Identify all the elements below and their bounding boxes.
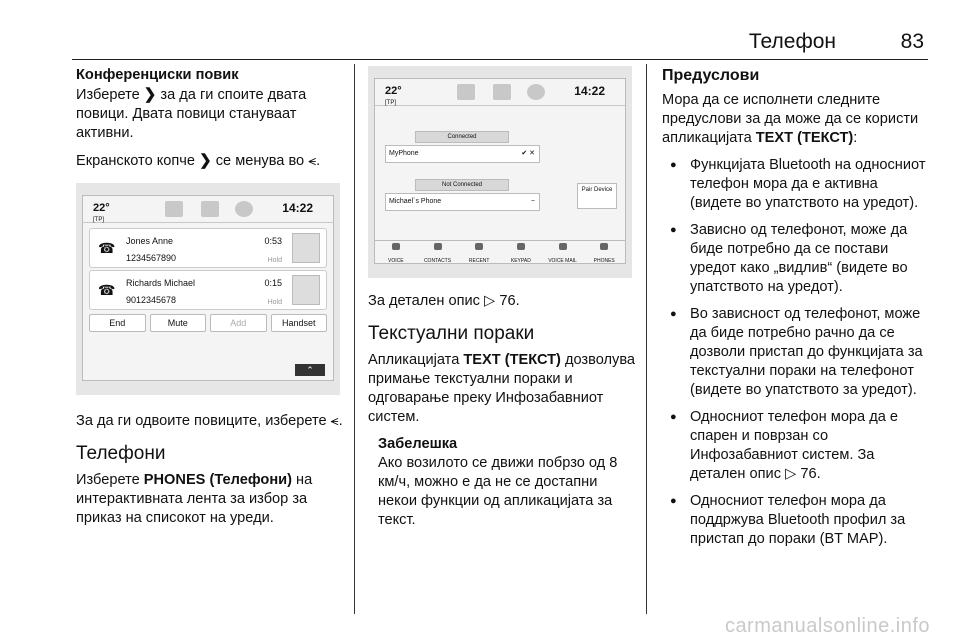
call-duration: 0:15: [264, 278, 282, 288]
infotainment-screen: [374, 78, 626, 264]
nav-contacts[interactable]: CONTACTS: [417, 241, 459, 263]
infotainment-screen: [82, 195, 334, 381]
list-item: ● Во зависност од телефонот, може да биде потребно рачно да се дозволи пристап до функцијата за текстуални пораки на телефонот (видете во упатството за уредот).: [662, 305, 930, 400]
app-icon: [527, 84, 545, 100]
note-box: [368, 435, 638, 530]
temperature: 22°: [93, 202, 110, 214]
screenshot-device-list: [368, 66, 632, 278]
page-number: 83: [900, 30, 924, 53]
nav-recent[interactable]: RECENT: [458, 241, 500, 263]
connected-header: Connected: [415, 131, 509, 143]
status-bar: [83, 196, 333, 223]
tp-indicator: [TP]: [385, 100, 397, 106]
section-heading: Конференциски повик: [76, 67, 239, 83]
nav-keypad[interactable]: KEYPAD: [500, 241, 542, 263]
page-title: Телефон: [748, 30, 836, 53]
nav-phones[interactable]: PHONES: [583, 241, 625, 263]
column-2: [368, 66, 638, 530]
add-button[interactable]: Add: [210, 314, 267, 332]
device-item[interactable]: Michael`s Phone −: [385, 193, 540, 211]
column-divider: [354, 64, 355, 614]
phone-icon: [201, 201, 219, 217]
paragraph: За да ги одвоите повиците, изберете ⪪.: [76, 412, 343, 429]
paragraph: Изберете PHONES (Телефони) на интерактивната лента за избор за приказ на списокот на уреди.: [76, 472, 313, 526]
reference-icon: ▷: [484, 293, 496, 309]
section-heading: Текстуални пораки: [368, 323, 535, 344]
phone-handset-icon: ☎: [98, 240, 116, 256]
hold-label: Hold: [267, 299, 282, 306]
pair-device-button[interactable]: Pair Device: [577, 183, 617, 209]
handset-button[interactable]: Handset: [271, 314, 328, 332]
list-item: ● Функцијата Bluetooth на односниот телефон мора да е активна (видете во упатството на уредот).: [662, 156, 930, 213]
temperature: 22°: [385, 85, 402, 97]
nav-voice[interactable]: VOICE: [375, 241, 417, 263]
app-icon: [235, 201, 253, 217]
end-button[interactable]: End: [89, 314, 146, 332]
phone-handset-icon: ☎: [98, 282, 116, 298]
phone-icon: [493, 84, 511, 100]
music-icon: [165, 201, 183, 217]
chevron-up-icon[interactable]: ⌃: [295, 364, 325, 376]
not-connected-header: Not Connected: [415, 179, 509, 191]
section-heading: Телефони: [76, 443, 166, 464]
paragraph: Мора да се исполнети следните предуслови за да може да се користи апликацијата TEXT (ТЕКСТ):: [662, 92, 919, 146]
caller-name: Richards Michael: [126, 278, 196, 288]
caller-name: Jones Anne: [126, 236, 174, 246]
device-item[interactable]: MyPhone ✔ ✕: [385, 145, 540, 163]
checkmark-icon: ✔ ✕: [521, 150, 535, 157]
tp-indicator: [TP]: [93, 217, 105, 223]
paragraph: Изберете ❯ за да ги споите двата повици. Двата повици стануваат активни.: [76, 86, 307, 141]
music-icon: [457, 84, 475, 100]
caller-number: 1234567890: [126, 253, 177, 263]
clock: 14:22: [574, 84, 605, 98]
watermark: carmanualsonline.info: [724, 615, 930, 637]
list-item: ● Односниот телефон мора да е спарен и поврзан со Инфозабавниот систем. За детален опис ▷ 76.: [662, 408, 930, 484]
avatar: [292, 275, 320, 305]
list-item: ● Зависно од телефонот, може да биде потребно да се постави уредот како „видлив“ (видете во упатството на уредот).: [662, 221, 930, 297]
caller-number: 9012345678: [126, 295, 177, 305]
note-title: Забелешка: [378, 436, 458, 452]
clock: 14:22: [282, 201, 313, 215]
page-header: [72, 26, 928, 60]
call-entry[interactable]: [89, 228, 327, 268]
status-bar: [375, 79, 625, 106]
screenshot-conference-call: [76, 183, 340, 395]
paragraph: Екранското копче ❯ се менува во ⪪.: [76, 152, 321, 169]
call-entry[interactable]: [89, 270, 327, 310]
call-button-row: [89, 314, 327, 332]
split-icon: ⪪: [330, 412, 339, 428]
hold-label: Hold: [267, 257, 282, 264]
note-text: Ако возилото се движи побрзо од 8 км/ч, можно е да не се достапни некои функции од апликацијата за текст.: [378, 455, 618, 528]
mute-button[interactable]: Mute: [150, 314, 207, 332]
merge-icon: ❯: [199, 152, 212, 169]
list-item: ● Односниот телефон мора да поддржува Bluetooth профил за пристап до пораки (BT MAP).: [662, 492, 930, 549]
interaction-selector-bar: [375, 240, 625, 263]
nav-voice-mail[interactable]: VOICE MAIL: [542, 241, 584, 263]
column-divider: [646, 64, 647, 614]
merge-icon: ❯: [143, 86, 157, 103]
avatar: [292, 233, 320, 263]
column-3: [662, 66, 930, 557]
prerequisites-list: [662, 156, 930, 549]
paragraph: Апликацијата TEXT (ТЕКСТ) дозволува примање текстуални пораки и одговарање преку Инфозабавниот систем.: [368, 352, 636, 425]
call-duration: 0:53: [264, 236, 282, 246]
reference-icon: ▷: [785, 466, 797, 482]
header-rule: [72, 59, 928, 60]
column-1: [76, 66, 344, 536]
caption: За детален опис ▷ 76.: [368, 293, 520, 309]
section-heading: Предуслови: [662, 67, 760, 84]
minus-icon: −: [530, 198, 535, 205]
split-icon: ⪪: [308, 152, 317, 168]
